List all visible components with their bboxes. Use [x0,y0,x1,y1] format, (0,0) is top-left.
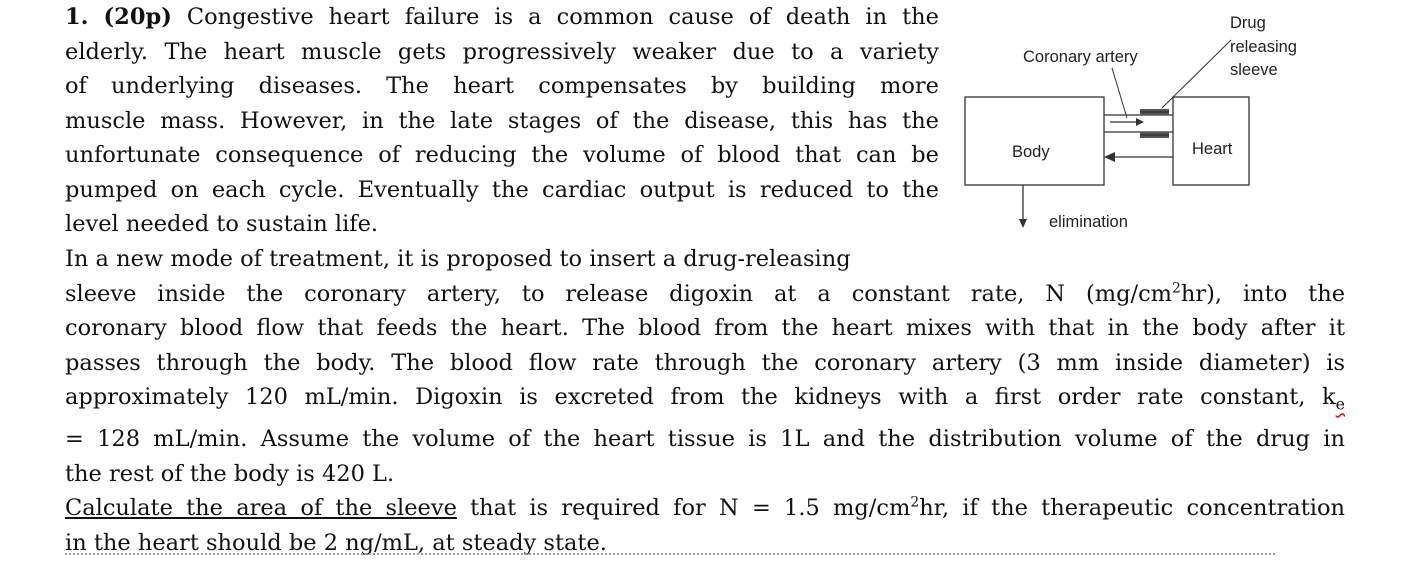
treatment-line-7: the rest of the body is 420 L. [65,460,395,487]
intro-line-2: elderly. The heart muscle gets progressively weaker due to a variety [65,38,939,65]
body-label: Body [1012,143,1050,161]
task-underlined-text: Calculate the area of the sleeve [65,495,457,521]
drug-releasing-sleeve [1140,109,1169,138]
question-number: 1. [65,4,89,30]
coronary-artery-label: Coronary artery [1023,48,1138,66]
intro-line-4: muscle mass. However, in the late stages of the disease, this has the [65,107,939,134]
return-flow-arrow [1104,152,1173,162]
sleeve-label-line-3: sleeve [1230,61,1278,79]
treatment-line-6: = 128 mL/min. Assume the volume of the heart tissue is 1L and the distribution volume of the drug in [65,426,1345,452]
drug-releasing-sleeve-label [1230,14,1302,79]
treatment-line-4: passes through the body. The blood flow rate through the coronary artery (3 mm inside diameter) is [65,349,1345,376]
coronary-artery-flow [1104,115,1173,132]
sleeve-label-line-2: releasing [1230,38,1297,56]
task-line-2: in the heart should be 2 ng/mL, at steady state. [65,529,607,556]
treatment-paragraph [65,242,1345,560]
intro-line-1: 1. (20p) Congestive heart failure is a common cause of death in the [65,4,939,30]
intro-line-7: level needed to sustain life. [65,211,379,237]
treatment-line-3: coronary blood flow that feeds the heart. The blood from the heart mixes with that in the body after it [65,315,1345,341]
elimination-arrow [1019,185,1027,228]
elimination-label: elimination [1049,213,1128,231]
ke-subscript: e [1335,394,1345,414]
task-line-1: Calculate the area of the sleeve that is required for N = 1.5 $mg/cm^2hr$, if the therapeutic concentration [65,494,1345,521]
treatment-line-2: sleeve inside the coronary artery, to release digoxin at a constant rate, N $(mg/cm^2hr)$, into the [65,280,1346,307]
body-compartment [965,97,1104,185]
sleeve-label-line-1: Drug [1230,14,1266,32]
coronary-artery-pointer [1112,68,1127,118]
treatment-line-5: approximately 120 mL/min. Digoxin is excreted from the kidneys with a first order rate constant, $k_e$ [65,384,1345,414]
pharmacokinetic-diagram [955,0,1355,250]
question-points: (20p) [103,4,172,30]
intro-line-3: of underlying diseases. The heart compensates by building more [65,73,939,99]
heart-label: Heart [1192,140,1233,158]
dotted-separator [65,553,1275,555]
intro-line-6: pumped on each cycle. Eventually the cardiac output is reduced to the [65,176,939,203]
treatment-line-1: In a new mode of treatment, it is proposed to insert a drug-releasing [65,246,851,272]
intro-paragraph [65,0,939,242]
intro-line-5: unfortunate consequence of reducing the volume of blood that can be [65,142,939,168]
